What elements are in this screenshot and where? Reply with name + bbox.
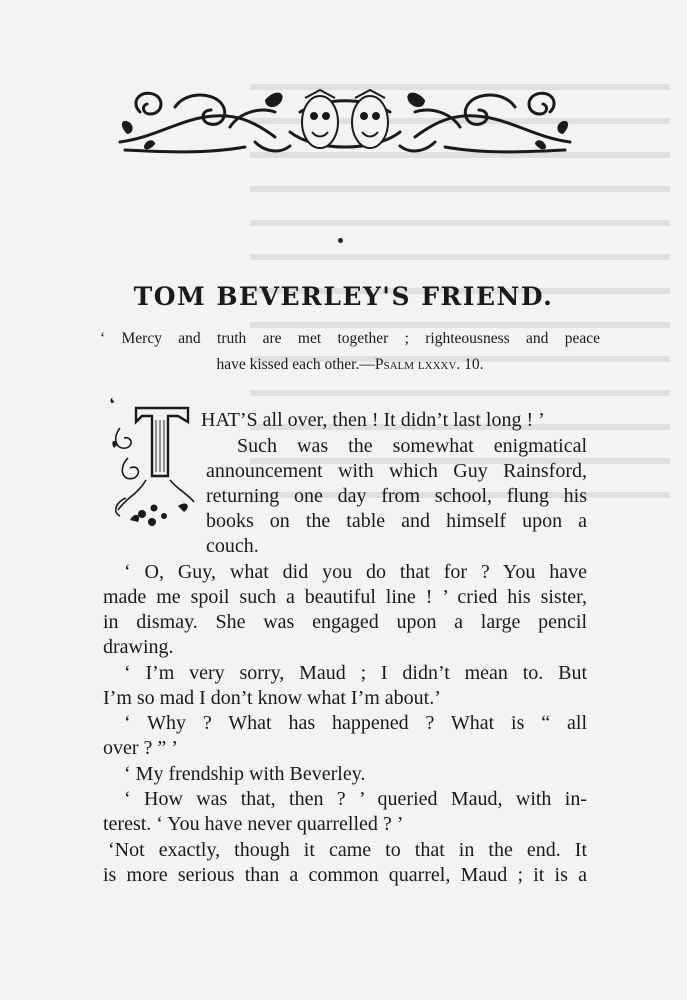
epigraph-line-1: ‘ Mercy and truth are met together ; righteousness and peace xyxy=(100,330,600,347)
drop-cap-ornament-icon xyxy=(108,398,200,532)
epigraph-line-2 xyxy=(100,356,600,374)
epigraph-reference: Psalm lxxxv. 10. xyxy=(374,356,484,373)
body-line-17: terest. ‘ You have never quarrelled ? ’ xyxy=(103,813,404,835)
body-line-14: over ? ” ’ xyxy=(103,737,178,759)
body-line-2: Such was the somewhat enigmatical xyxy=(237,435,587,457)
body-line-4: returning one day from school, flung his xyxy=(206,485,587,507)
mask-left xyxy=(302,90,338,148)
headpiece-ornament xyxy=(115,82,575,162)
body-line-10: drawing. xyxy=(103,636,174,658)
body-line-13: ‘ Why ? What has happened ? What is “ all xyxy=(124,712,587,734)
chapter-title: TOM BEVERLEY'S FRIEND. xyxy=(133,282,554,311)
body-line-3: announcement with which Guy Rainsford, xyxy=(206,460,587,482)
body-line-11: ‘ I’m very sorry, Maud ; I didn’t mean to. But xyxy=(124,662,587,684)
body-line-5: books on the table and himself upon a xyxy=(206,510,587,532)
mask-right xyxy=(352,90,388,148)
epigraph-text: have kissed each other.— xyxy=(216,356,375,373)
body-line-7: ‘ O, Guy, what did you do that for ? You have xyxy=(124,561,587,583)
drop-cap-quote: ‘ xyxy=(108,398,117,420)
body-line-9: in dismay. She was engaged upon a large pencil xyxy=(103,611,587,633)
body-line-19: is more serious than a common quarrel, Maud ; it is a xyxy=(103,864,587,886)
body-line-18: ‘Not exactly, though it came to that in the end. It xyxy=(108,839,587,861)
body-line-16: ‘ How was that, then ? ’ queried Maud, with in- xyxy=(124,788,587,810)
printer-mark xyxy=(338,238,343,243)
body-line-12: I’m so mad I don’t know what I’m about.’ xyxy=(103,687,441,709)
body-line-1: HAT’S all over, then ! It didn’t last long ! ’ xyxy=(201,409,545,431)
body-line-15: ‘ My frendship with Beverley. xyxy=(124,763,366,785)
body-line-6: couch. xyxy=(206,535,259,557)
drop-cap xyxy=(108,398,200,532)
body-line-8: made me spoil such a beautiful line ! ’ cried his sister, xyxy=(103,586,587,608)
